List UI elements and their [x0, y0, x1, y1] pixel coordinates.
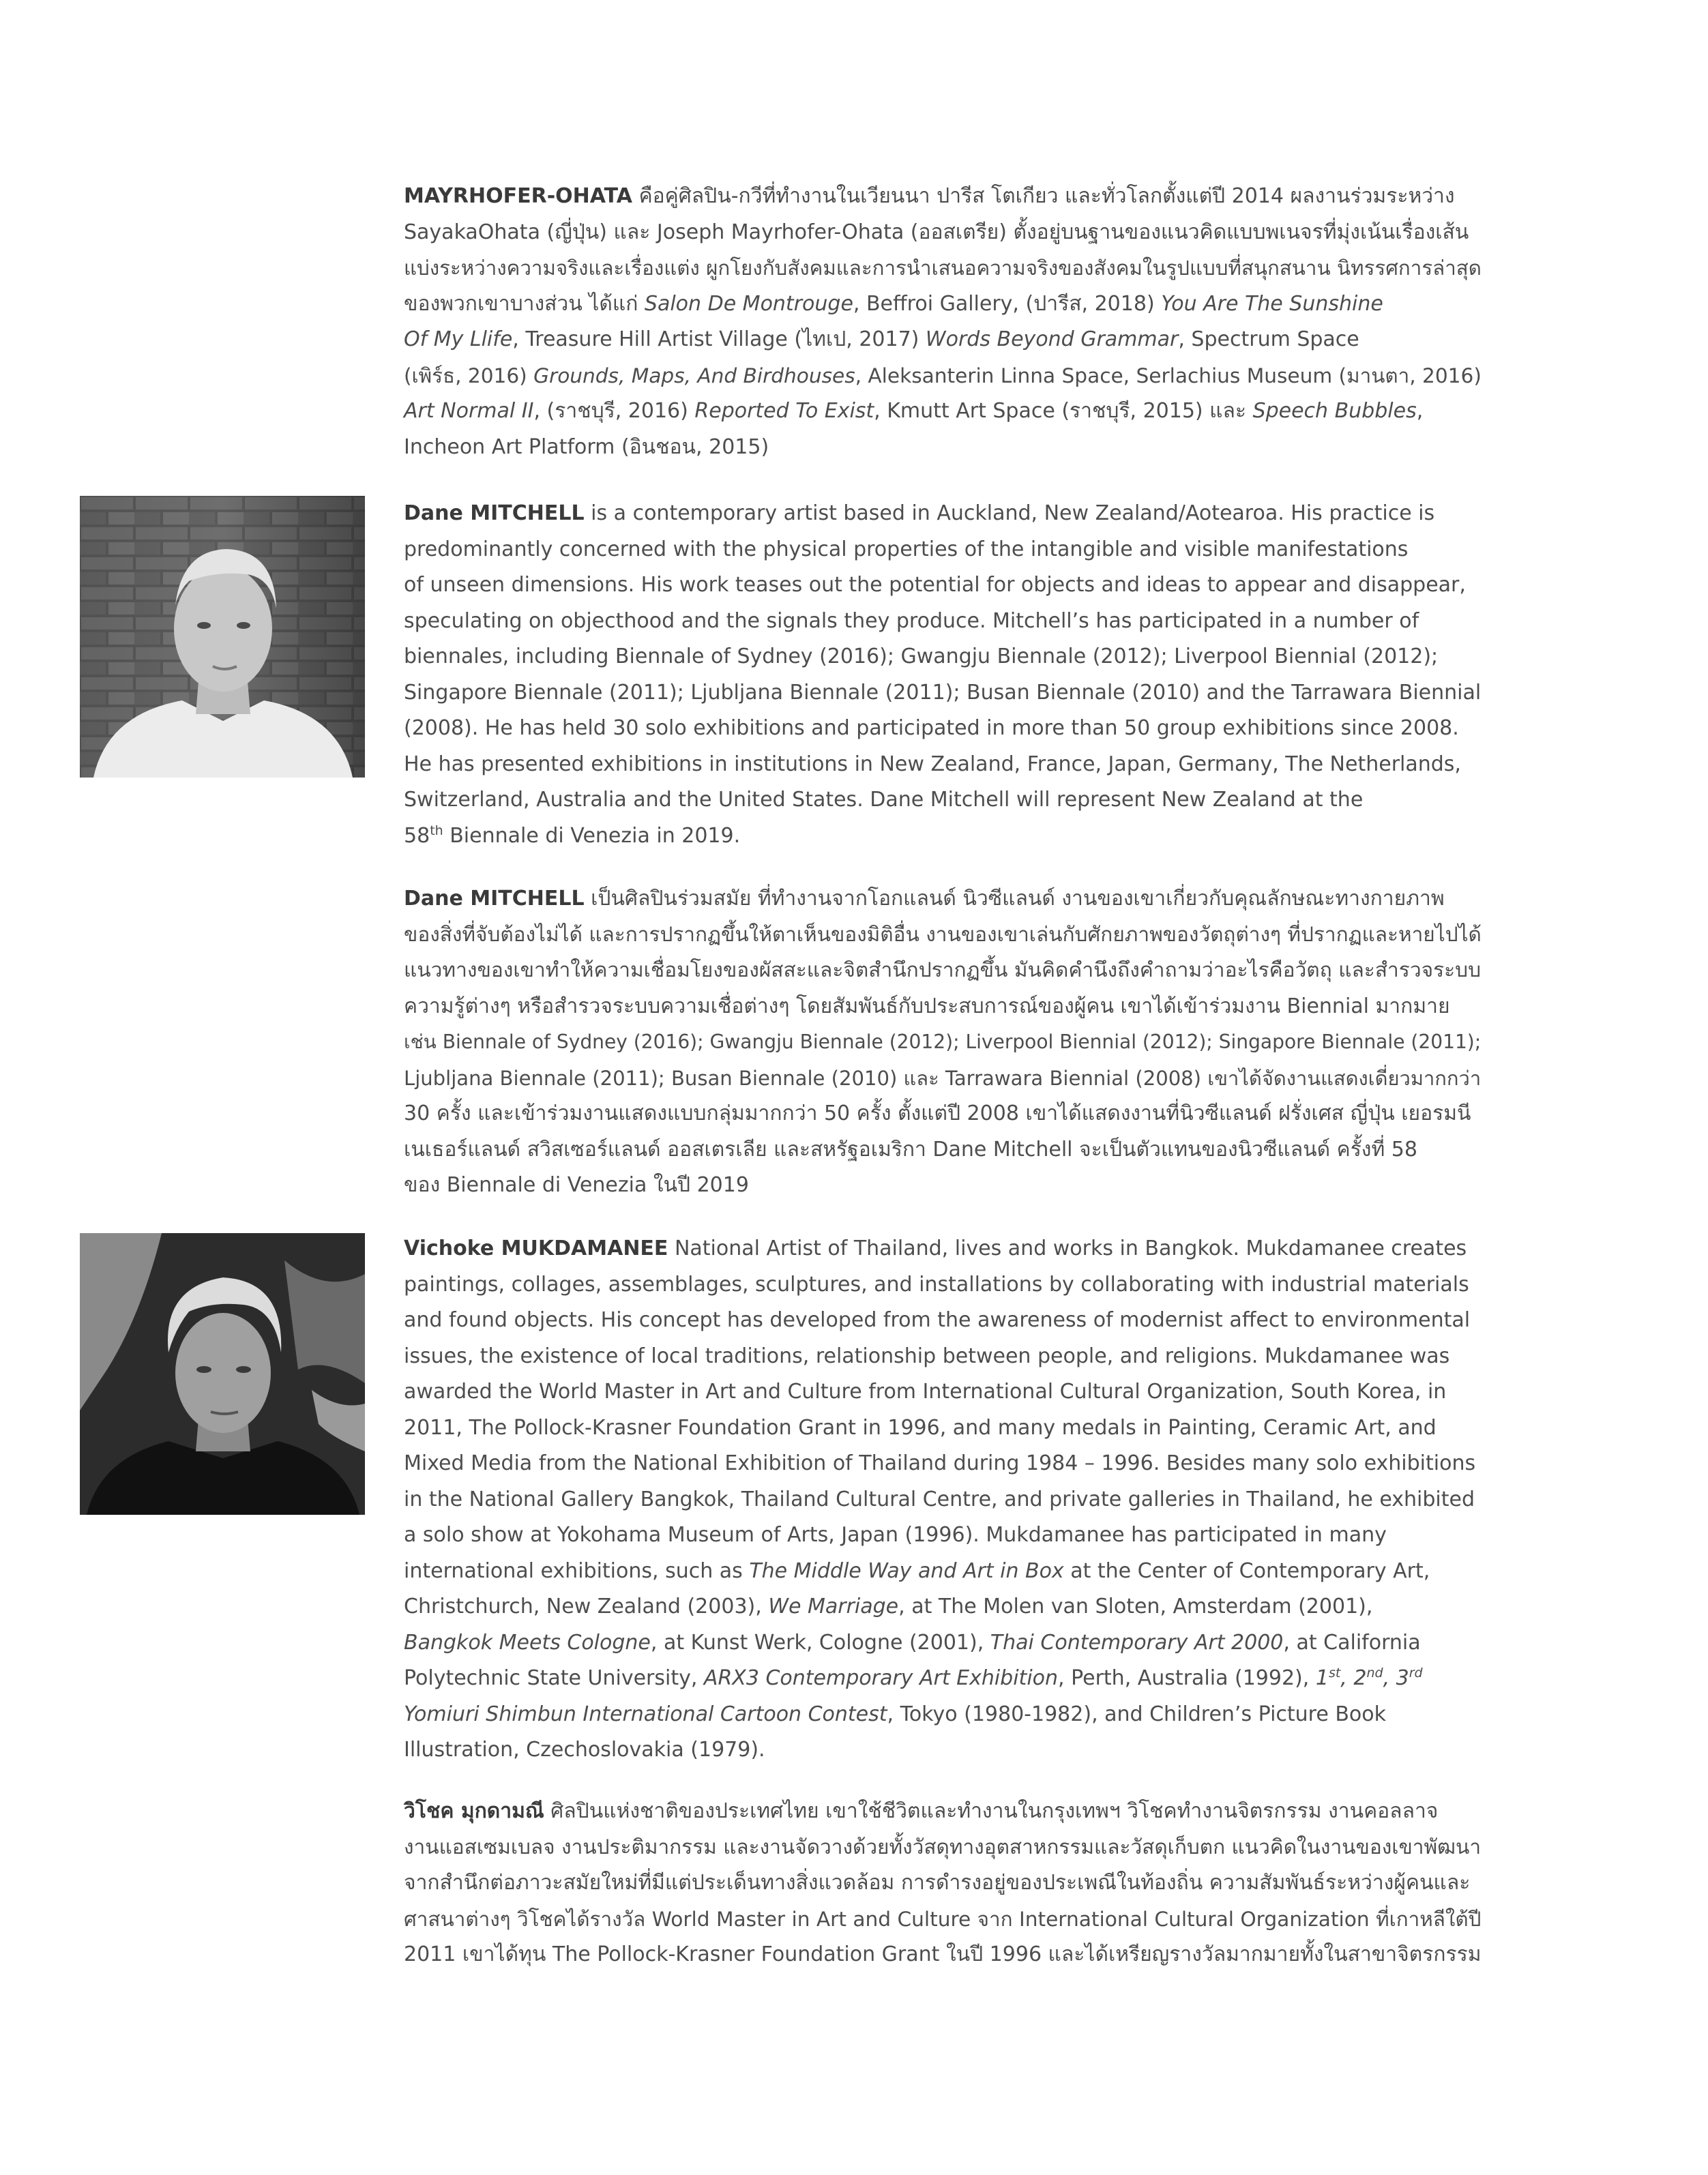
text-line: Singapore Biennale (2011); Ljubljana Biennale (2011); Busan Biennale (2010) and the Tarrawara Biennial — [404, 680, 1482, 705]
bio-dane-mitchell-en — [404, 496, 1482, 854]
text-line: speculating on objecthood and the signals they produce. Mitchell’s has participated in a number of — [404, 608, 1419, 633]
text: , 2 — [1340, 1666, 1367, 1690]
text-line: Incheon Art Platform (อินชอน, 2015) — [404, 434, 769, 459]
text-line — [404, 1554, 1482, 1590]
text: , Kmutt Art Space (ราชบุรี, 2015) และ — [874, 399, 1253, 423]
text-line: awarded the World Master in Art and Culture from International Cultural Organization, South Korea, in — [404, 1380, 1447, 1404]
text: , at California — [1283, 1630, 1421, 1655]
text-line: Illustration, Czechoslovakia (1979). — [404, 1738, 765, 1762]
text-line — [404, 1697, 1482, 1733]
text: ของพวกเขาบางส่วน ได้แก่ — [404, 291, 645, 316]
exhibition-title: Bangkok Meets Cologne — [404, 1630, 651, 1655]
text: , at Kunst Werk, Cologne (2001), — [650, 1630, 990, 1655]
text-line: (2008). He has held 30 solo exhibitions and participated in more than 50 group exhibitions since 2008. — [404, 716, 1459, 740]
text: at the Center of Contemporary Art, — [1063, 1558, 1430, 1583]
exhibition-title: Art Normal II — [404, 399, 534, 423]
text-line: 30 ครั้ง และเข้าร่วมงานแสดงแบบกลุ่มมากกว่า 50 ครั้ง ตั้งแต่ปี 2008 เขาได้แสดงงานที่นิวซีแลนด์ ฝรั่งเศส ญี่ปุ่น เยอรมนี — [404, 1101, 1471, 1125]
exhibition-title: Speech Bubbles — [1252, 399, 1417, 423]
text: 1 — [1315, 1666, 1329, 1690]
text-line: จากสำนึกต่อภาวะสมัยใหม่ที่มีแต่ประเด็นทางสิ่งแวดล้อม การดำรงอยู่ของประเพณีในท้องถิ่น ความสัมพันธ์ระหว่างผู้คนและ — [404, 1871, 1471, 1895]
text: international exhibitions, such as — [404, 1558, 750, 1583]
text-line — [404, 286, 1482, 323]
text-line: in the National Gallery Bangkok, Thailand Cultural Centre, and private galleries in Thailand, he exhibited — [404, 1487, 1475, 1511]
text: , at The Molen van Sloten, Amsterdam (2001), — [898, 1595, 1373, 1618]
text: , Perth, Australia (1992), — [1058, 1666, 1316, 1690]
text-line: แบ่งระหว่างความจริงและเรื่องแต่ง ผูกโยงกับสังคมและการนำเสนอความจริงของสังคมในรูปแบบที่สนุกสนาน นิทรรศการล่าสุด — [404, 256, 1482, 280]
text: , Tokyo (1980-1982), and Children’s Picture Book — [887, 1702, 1387, 1726]
exhibition-title: You Are The Sunshine — [1161, 291, 1383, 316]
bio-dane-mitchell-thai — [404, 881, 1482, 1204]
text-line — [404, 179, 1482, 215]
text-line: เนเธอร์แลนด์ สวิสเซอร์แลนด์ ออสเตรเลีย และสหรัฐอเมริกา Dane Mitchell จะเป็นตัวแทนของนิวซีแลนด์ ครั้งที่ 58 — [404, 1137, 1417, 1162]
artist-name: วิโชค มุกดามณี — [404, 1799, 544, 1823]
ordinal-suffix: rd — [1409, 1666, 1423, 1681]
text-line: แนวทางของเขาทำให้ความเชื่อมโยงของผัสสะและจิตสำนึกปรากฏขึ้น มันคิดคำนึงถึงคำถามว่าอะไรคือวัตถุ และสำรวจระบบ — [404, 958, 1482, 982]
artist-name: Vichoke MUKDAMANEE — [404, 1237, 668, 1260]
text-line: ความรู้ต่างๆ หรือสำรวจระบบความเชื่อต่างๆ โดยสัมพันธ์กับประสบการณ์ของผู้คน เขาได้เข้าร่วมงาน Biennial มากมาย — [404, 994, 1450, 1018]
text-line: 2011 เขาได้ทุน The Pollock-Krasner Foundation Grant ในปี 1996 และได้เหรียญรางวัลมากมายทั้งในสาขาจิตรกรรม — [404, 1942, 1482, 1966]
text: ศิลปินแห่งชาติของประเทศไทย เขาใช้ชีวิตและทำงานในกรุงเทพฯ วิโชคทำงานจิตรกรรม งานคอลลาจ — [544, 1799, 1439, 1823]
text-line: 2011, The Pollock-Krasner Foundation Grant in 1996, and many medals in Painting, Ceramic Art, and — [404, 1415, 1437, 1440]
exhibition-title: Yomiuri Shimbun International Cartoon Contest — [404, 1702, 887, 1726]
portrait-vichoke-mukdamanee — [80, 1233, 365, 1515]
text-line — [404, 496, 1482, 532]
text: 58 — [404, 823, 430, 848]
text-line — [404, 1794, 1482, 1830]
text-line: ของ Biennale di Venezia ในปี 2019 — [404, 1173, 749, 1197]
exhibition-title: Salon De Montrouge — [644, 291, 853, 316]
text-line — [404, 1625, 1482, 1661]
text: is a contemporary artist based in Auckland, New Zealand/Aotearoa. His practice is — [584, 501, 1435, 525]
text: , Beffroi Gallery, (ปารีส, 2018) — [853, 291, 1162, 316]
text-line: issues, the existence of local traditions, relationship between people, and religions. Mukdamanee was — [404, 1344, 1450, 1368]
text: , Spectrum Space — [1178, 327, 1359, 351]
artist-name: MAYRHOFER-OHATA — [404, 184, 633, 208]
exhibition-title: Thai Contemporary Art 2000 — [990, 1630, 1284, 1655]
text-line: a solo show at Yokohama Museum of Arts, Japan (1996). Mukdamanee has participated in many — [404, 1523, 1387, 1547]
text-line — [404, 394, 1482, 430]
exhibition-title: We Marriage — [768, 1595, 899, 1618]
exhibition-title: The Middle Way and Art in Box — [749, 1558, 1064, 1583]
text: , Aleksanterin Linna Space, Serlachius Museum (มานตา, 2016) — [855, 364, 1482, 387]
text: Christchurch, New Zealand (2003), — [404, 1595, 769, 1618]
text: , — [1416, 399, 1424, 423]
text-line: of unseen dimensions. His work teases out the potential for objects and ideas to appear and disappear, — [404, 573, 1466, 597]
text: Polytechnic State University, — [404, 1666, 704, 1690]
text-line: He has presented exhibitions in institutions in New Zealand, France, Japan, Germany, The Netherlands, — [404, 752, 1461, 776]
text-line: and found objects. His concept has developed from the awareness of modernist affect to environmental — [404, 1308, 1471, 1332]
ordinal-suffix: nd — [1366, 1666, 1383, 1681]
text: Biennale di Venezia in 2019. — [443, 823, 741, 848]
text-line — [404, 881, 1482, 917]
text-line — [404, 1589, 1482, 1625]
exhibition-title: ARX3 Contemporary Art Exhibition — [703, 1666, 1059, 1690]
exhibition-title: Reported To Exist — [694, 399, 874, 423]
artist-name: Dane MITCHELL — [404, 501, 585, 525]
ordinal — [1316, 1666, 1423, 1690]
portrait-dane-mitchell — [80, 496, 365, 778]
text: , Treasure Hill Artist Village (ไทเป, 2017) — [512, 327, 926, 351]
bio-vichoke-mukdamanee-en — [404, 1231, 1482, 1769]
text-line: ศาสนาต่างๆ วิโชคได้รางวัล World Master in Art and Culture จาก International Cultural Organization ที่เกาหลีใต้ปี — [404, 1907, 1482, 1931]
text-line: predominantly concerned with the physical properties of the intangible and visible manifestations — [404, 537, 1409, 561]
text-line: SayakaOhata (ญี่ปุ่น) และ Joseph Mayrhofer-Ohata (ออสเตรีย) ตั้งอยู่บนฐานของแนวคิดแบบพเนจรที่มุ่งเน้นเรื่องเส้น — [404, 220, 1469, 244]
exhibition-title: Grounds, Maps, And Birdhouses — [533, 364, 855, 387]
text-line: paintings, collages, assemblages, sculptures, and installations by collaborating with industrial materials — [404, 1272, 1469, 1297]
text-line: เช่น Biennale of Sydney (2016); Gwangju Biennale (2012); Liverpool Biennial (2012); Singapore Biennale (2011); — [404, 1031, 1482, 1053]
text: , (ราชบุรี, 2016) — [533, 399, 695, 423]
text-line — [404, 1231, 1482, 1267]
text: (เพิร์ธ, 2016) — [404, 364, 534, 387]
text-line: biennales, including Biennale of Sydney (2016); Gwangju Biennale (2012); Liverpool Biennial (2012); — [404, 645, 1439, 668]
text: , 3 — [1383, 1666, 1409, 1690]
text: เป็นศิลปินร่วมสมัย ที่ทำงานจากโอกแลนด์ นิวซีแลนด์ งานของเขาเกี่ยวกับคุณลักษณะทางกายภาพ — [584, 887, 1445, 911]
text: คือคู่ศิลปิน-กวีที่ทำงานในเวียนนา ปารีส โตเกียว และทั่วโลกตั้งแต่ปี 2014 ผลงานร่วมระหว่าง — [632, 184, 1455, 208]
ordinal-suffix: th — [430, 823, 443, 838]
artist-name: Dane MITCHELL — [404, 887, 585, 911]
text-line: ของสิ่งที่จับต้องไม่ได้ และการปรากฏขึ้นให้ตาเห็นของมิติอื่น งานของเขาเล่นกับศักยภาพของวัตถุต่างๆ ที่ปรากฏและหายไปได้ — [404, 922, 1482, 947]
text-line — [404, 358, 1482, 394]
ordinal-suffix: st — [1328, 1666, 1341, 1681]
text-line: งานแอสเซมเบลจ งานประติมากรรม และงานจัดวางด้วยทั้งวัสดุทางอุตสาหกรรมและวัสดุเก็บตก แนวคิดในงานของเขาพัฒนา — [404, 1835, 1482, 1859]
bio-mayrhofer-ohata-thai — [404, 179, 1482, 465]
text-line: Switzerland, Australia and the United States. Dane Mitchell will represent New Zealand at the — [404, 788, 1364, 812]
text-line — [404, 1661, 1482, 1697]
text-line — [404, 322, 1482, 358]
text-line: Ljubljana Biennale (2011); Busan Biennale (2010) และ Tarrawara Biennial (2008) เขาได้จัดงานแสดงเดี่ยวมากกว่า — [404, 1066, 1482, 1090]
text-line: Mixed Media from the National Exhibition of Thailand during 1984 – 1996. Besides many solo exhibitions — [404, 1451, 1476, 1475]
exhibition-title: Words Beyond Grammar — [925, 327, 1179, 351]
exhibition-title: Of My Llife — [404, 327, 513, 351]
text-line — [404, 818, 1482, 855]
bio-vichoke-mukdamanee-thai — [404, 1794, 1482, 1973]
text: National Artist of Thailand, lives and works in Bangkok. Mukdamanee creates — [668, 1237, 1467, 1260]
